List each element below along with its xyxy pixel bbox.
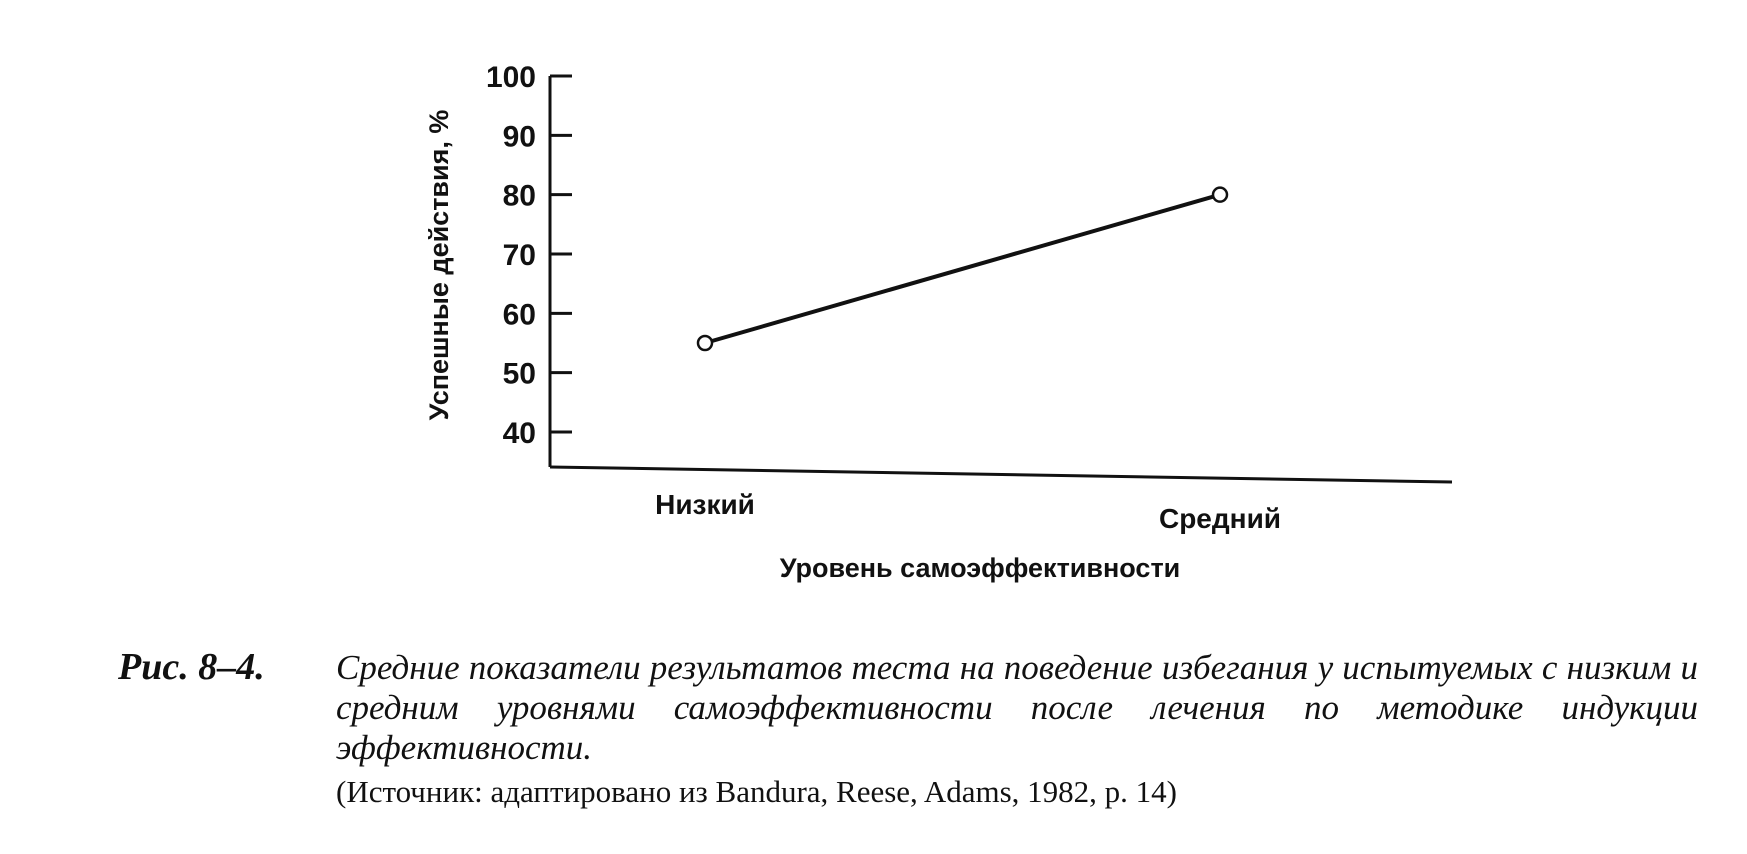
x-category-label: Низкий	[655, 489, 755, 520]
figure-caption-text: Средние показатели результатов теста на поведение избегания у испытуемых с низким и средним уровнями самоэффективности после лечения по методике индукции эффективности.	[336, 648, 1698, 767]
series-line	[705, 195, 1220, 343]
figure-caption	[118, 645, 1698, 810]
figure-number: Рис. 8–4.	[118, 646, 265, 688]
y-tick-label: 70	[502, 239, 536, 272]
y-tick-label: 90	[502, 120, 536, 154]
y-tick-label: 50	[502, 357, 536, 391]
y-tick-label: 40	[502, 417, 536, 450]
data-point	[698, 336, 712, 350]
x-axis-line	[550, 467, 1452, 482]
figure-source: (Источник: адаптировано из Bandura, Reese, Adams, 1982, p. 14)	[336, 774, 1177, 809]
y-tick-label: 100	[485, 61, 536, 94]
y-tick-label: 60	[502, 298, 536, 332]
data-point	[1213, 188, 1227, 202]
x-axis-title: Уровень самоэффективности	[779, 553, 1181, 583]
y-tick-label: 80	[502, 179, 536, 213]
y-axis-title: Успешные действия, %	[424, 109, 454, 421]
x-category-label: Средний	[1158, 503, 1282, 534]
